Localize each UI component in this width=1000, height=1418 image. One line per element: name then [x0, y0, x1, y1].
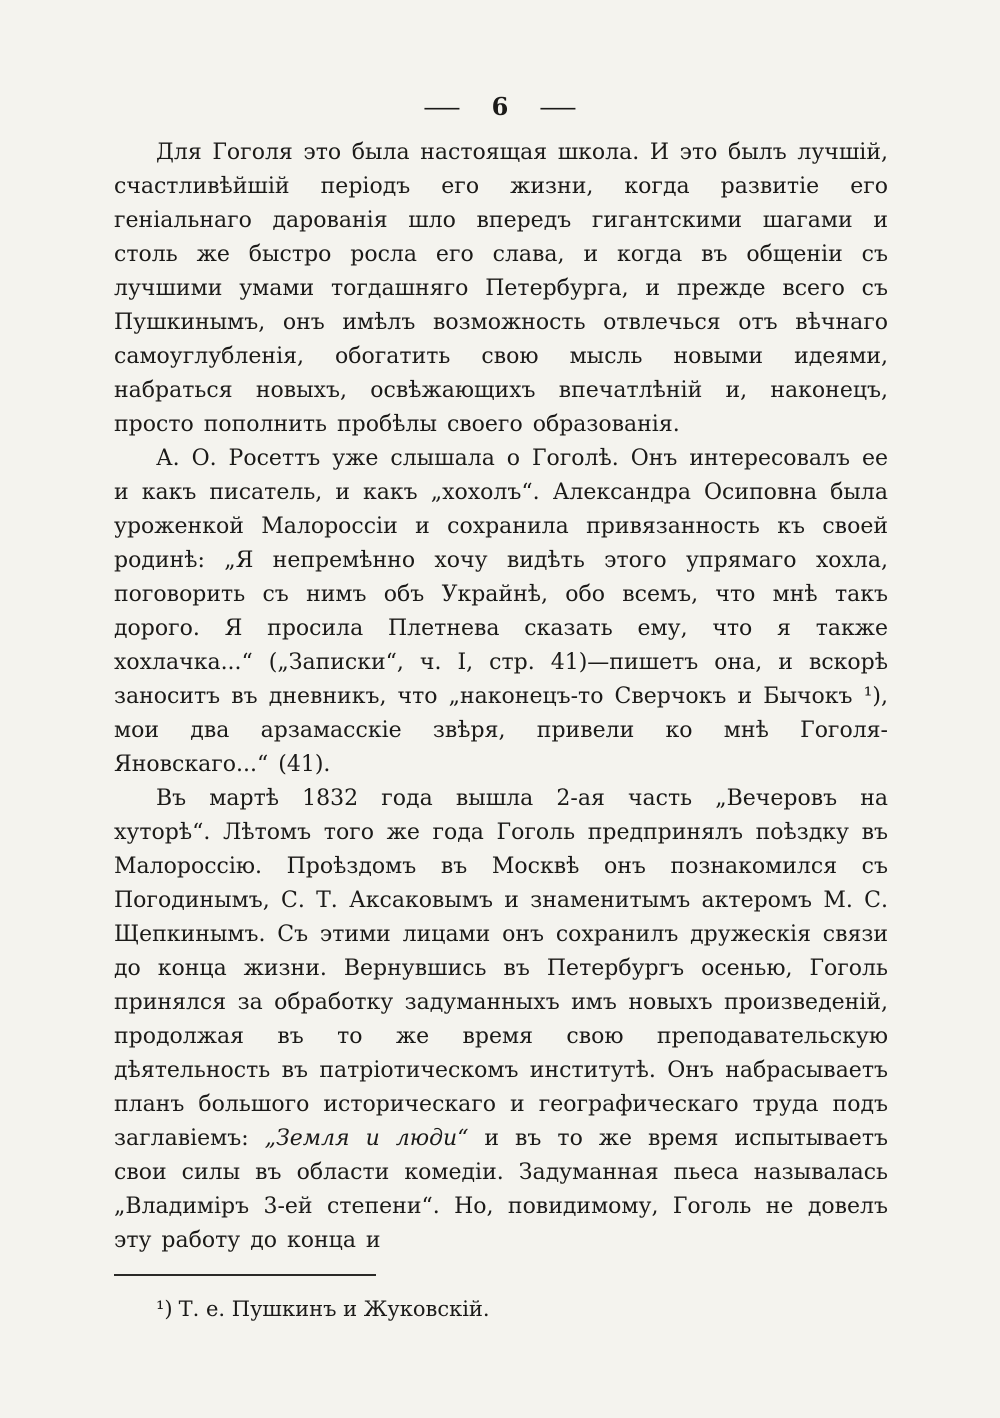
body-text: [114, 136, 888, 1258]
paragraph-2: А. О. Росеттъ уже слышала о Гоголѣ. Онъ интересовалъ ее и какъ писатель, и какъ „хохолъ“. Александра Осиповна была уроженкой Малороссіи и сохранила привязанность къ своей родинѣ: „Я непремѣнно хочу видѣть этого упрямаго хохла, поговорить съ нимъ объ Украйнѣ, обо всемъ, что мнѣ такъ дорого. Я просила Плетнева сказать ему, что я также хохлачка...“ („Записки“, ч. I, стр. 41)—пишетъ она, и вскорѣ заноситъ въ дневникъ, что „наконецъ-то Сверчокъ и Бычокъ ¹), мои два арзамасскіе звѣря, привели ко мнѣ Гоголя-Яновскаго...“ (41).: [114, 446, 888, 777]
paragraph-3-italic-title: „Земля и люди“: [264, 1126, 469, 1151]
footnote-separator: [114, 1274, 376, 1276]
page-number-dash-left: —: [422, 93, 462, 121]
paragraph-3-text-continued: и въ то же время испытываетъ свои силы въ области комедіи. Задуманная пьеса называлась „Владиміръ 3-ей степени“. Но, повидимому, Гоголь не довелъ эту работу до конца и: [114, 1126, 888, 1253]
footnote-marker: ¹): [156, 1297, 173, 1321]
paragraph-1: Для Гоголя это была настоящая школа. И это былъ лучшій, счастливѣйшій періодъ его жизни, когда развитіе его геніальнаго дарованія шло впередъ гигантскими шагами и столь же быстро росла его слава, и когда въ общеніи съ лучшими умами тогдашняго Петербурга, и прежде всего съ Пушкинымъ, онъ имѣлъ возможность отвлечься отъ вѣчнаго самоуглубленія, обогатить свою мысль новыми идеями, набраться новыхъ, освѣжающихъ впечатлѣній и, наконецъ, просто пополнить пробѣлы своего образованія.: [114, 140, 888, 437]
page-number: 6: [491, 92, 509, 121]
footnote-text: Т. е. Пушкинъ и Жуковскій.: [178, 1297, 490, 1321]
paragraph-3-text: Въ мартѣ 1832 года вышла 2-ая часть „Вечеровъ на хуторѣ“. Лѣтомъ того же года Гоголь предпринялъ поѣздку въ Малороссію. Проѣздомъ въ Москвѣ онъ познакомился съ Погодинымъ, С. Т. Аксаковымъ и знаменитымъ актеромъ М. С. Щепкинымъ. Съ этими лицами онъ сохранилъ дружескія связи до конца жизни. Вернувшись въ Петербургъ осенью, Гоголь принялся за обработку задуманныхъ имъ новыхъ произведеній, продолжая въ то же время свою преподавательскую дѣятельность въ патріотическомъ институтѣ. Онъ набрасываетъ планъ большого историческаго и географическаго труда подъ заглавіемъ:: [114, 786, 888, 1151]
page-header: [0, 92, 1000, 121]
paragraph-3: [114, 782, 888, 1258]
footnote: [114, 1294, 930, 1324]
page-number-dash-right: —: [538, 93, 578, 121]
